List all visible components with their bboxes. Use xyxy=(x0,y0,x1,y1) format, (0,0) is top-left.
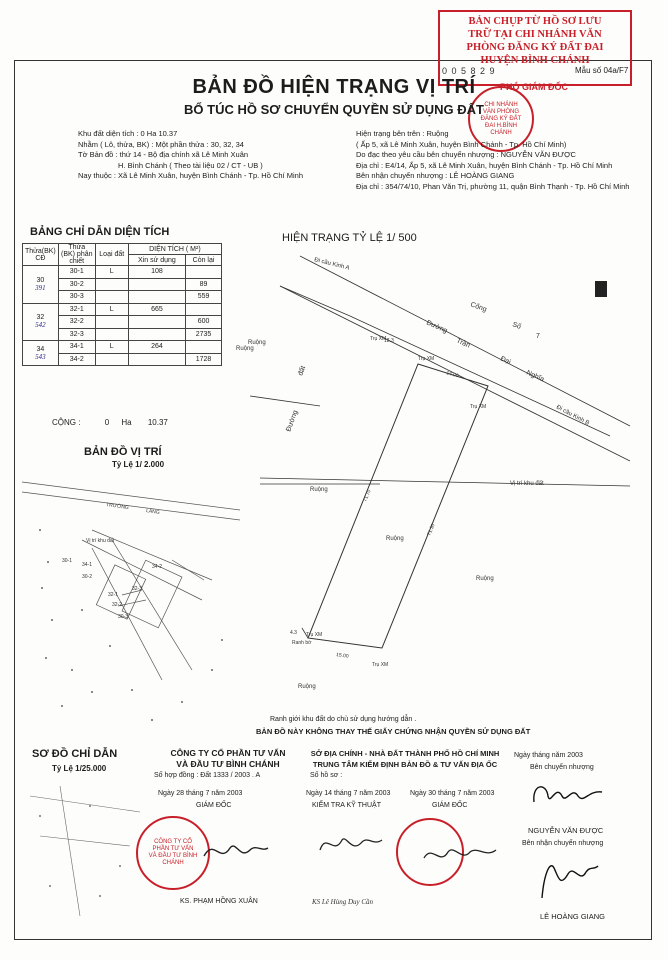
parties-date: Ngày tháng năm 2003 xyxy=(514,752,583,759)
location-map-title: BẢN ĐỒ VỊ TRÍ xyxy=(84,446,162,458)
total-value: 10.37 xyxy=(147,418,168,427)
stamp-line-2: TRỮ TẠI CHI NHÁNH VĂN xyxy=(468,29,602,40)
header-remaining: Còn lại xyxy=(186,255,222,266)
header-land-type: Loại đất xyxy=(95,244,128,266)
table-cell: 32-3 xyxy=(58,328,95,341)
stamp-line-4: HUYỆN BÌNH CHÁNH xyxy=(480,55,590,66)
header-area: DIỆN TÍCH ( M²) xyxy=(128,244,221,255)
table-cell: 30-2 xyxy=(58,278,95,291)
label-tru-xm-2: Trụ XM xyxy=(418,356,435,362)
label-ruong-5: Ruộng xyxy=(476,576,494,582)
table-cell: 2735 xyxy=(186,328,222,341)
label-duong-2: Đường xyxy=(285,409,300,433)
label-ruong-2: Ruộng xyxy=(248,340,266,346)
transferor-address-line: Địa chỉ : E4/14, Ấp 5, xã Lê Minh Xuân, huyện Bình Chánh - Tp. Hồ Chí Minh xyxy=(356,160,613,170)
land-area-line: Khu đất diện tích : 0 Ha 10.37 xyxy=(78,129,178,138)
label-ruong-6: Ruộng xyxy=(298,684,316,690)
stamp-signer: PHÓ GIÁM ĐỐC xyxy=(500,82,569,92)
label-dai: Đại xyxy=(499,355,512,367)
table-cell: 32-2 xyxy=(58,316,95,329)
label-duong: Đường xyxy=(425,319,449,335)
land-belongs-line: Nay thuộc : Xã Lê Minh Xuân, huyện Bình Chánh - Tp. Hồ Chí Minh xyxy=(78,171,303,180)
stamp-serial: 0 0 5 8 2 9 xyxy=(442,66,496,76)
company-signature-icon xyxy=(200,836,270,866)
mini-lot: 30-1 xyxy=(62,558,73,564)
table-cell xyxy=(95,278,128,291)
stamp-line-1: BẢN CHỤP TỪ HỒ SƠ LƯU xyxy=(468,16,602,27)
department-name xyxy=(300,748,510,770)
department-signature-icon xyxy=(420,840,500,870)
page-title: BẢN ĐỒ HIỆN TRẠNG VỊ TRÍ xyxy=(192,76,476,98)
label-tru-xm-3: Trụ XM xyxy=(470,404,487,410)
current-status-line: Hiện trạng bên trên : Ruộng xyxy=(356,129,449,138)
land-parcel-line: Nhằm ( Lô, thửa, BK) : Một phần thửa : 30, 32, 34 xyxy=(78,139,244,149)
transferor-signature-icon xyxy=(528,776,608,812)
table-cell xyxy=(95,353,128,366)
table-cell: 34-1 xyxy=(58,341,95,354)
land-map-line: Tờ Bản đồ : thứ 14 - Bộ địa chính xã Lê Minh Xuân xyxy=(78,150,249,159)
mini-lot: 30-3 xyxy=(118,614,129,620)
table-cell xyxy=(95,291,128,304)
table-cell: 34-2 xyxy=(58,353,95,366)
company-date: Ngày 28 tháng 7 năm 2003 xyxy=(158,790,243,797)
label-tru-xm-1: Trụ XM xyxy=(370,336,387,342)
stamp-line-3: PHÒNG ĐĂNG KÝ ĐẤT ĐAI xyxy=(466,42,604,53)
tech-signature-icon xyxy=(316,826,386,866)
map-legend-2: BẢN ĐỒ NÀY KHÔNG THAY THẾ GIẤY CHỨNG NHẬN QUYỀN SỬ DỤNG ĐẤT xyxy=(256,727,531,736)
table-cell xyxy=(128,353,185,366)
label-tru-xm-5: Trụ XM xyxy=(372,662,389,668)
header-requested: Xin sử dụng xyxy=(128,255,185,266)
label-seven: 7 xyxy=(536,333,540,340)
total-ha-unit: Ha xyxy=(121,418,132,427)
guide-map-scale: Tỷ Lệ 1/25.000 xyxy=(52,764,107,773)
table-cell xyxy=(186,266,222,279)
location-mini-map xyxy=(22,470,240,740)
table-cell: 89 xyxy=(186,278,222,291)
label-ranh-bo: Ranh bờ xyxy=(292,640,312,646)
table-cell xyxy=(95,316,128,329)
current-location-line: ( Ấp 5, xã Lê Minh Xuân, huyện Bình Chánh - Tp. Hồ Chí Minh) xyxy=(356,139,567,149)
total-ha: 0 xyxy=(104,418,110,427)
header-split-lot: Thửa (BK) phân chiết xyxy=(58,244,95,266)
table-cell: 108 xyxy=(128,266,185,279)
dimension-71-30: 71.30 xyxy=(426,522,437,537)
mini-lot: 32-2 xyxy=(112,602,123,608)
label-nghia: Nghĩa xyxy=(525,369,546,384)
mini-map-truong: TRƯỜNG xyxy=(105,502,130,512)
road-label-a: Đi cầu Kinh A xyxy=(313,257,350,272)
table-cell: 264 xyxy=(128,341,185,354)
table-cell: 32-1 xyxy=(58,303,95,316)
table-cell xyxy=(186,303,222,316)
road-label-b: Đi cầu Kinh B xyxy=(555,404,590,427)
current-status-map xyxy=(236,246,640,716)
land-info xyxy=(78,129,303,182)
round-seal-text: CHI NHÁNH VĂN PHÒNG ĐĂNG KÝ ĐẤT ĐAI H.BÌNH CHÁNH xyxy=(480,101,522,136)
company-director-name: KS. PHẠM HỒNG XUÂN xyxy=(180,898,258,905)
table-cell xyxy=(128,278,185,291)
label-ruong-3: Ruộng xyxy=(310,487,328,493)
table-cell: 600 xyxy=(186,316,222,329)
land-district-line: H. Bình Chánh ( Theo tài liệu 02 / CT - UB ) xyxy=(118,160,263,170)
tech-check-title: KIỂM TRA KỸ THUẬT xyxy=(312,802,381,809)
transferee-signature-icon xyxy=(534,854,604,904)
label-site: Vị trí khu đất xyxy=(510,481,544,487)
mini-lot: 34-1 xyxy=(82,562,93,568)
company-name-line-2: VÀ ĐẦU TƯ BÌNH CHÁNH xyxy=(176,759,280,769)
company-name xyxy=(148,748,308,770)
label-cong: Cống xyxy=(469,301,488,314)
department-date-2: Ngày 30 tháng 7 năm 2003 xyxy=(410,790,495,797)
table-cell: L xyxy=(95,341,128,354)
transferee-line: Bên nhận chuyển nhượng : LÊ HOÀNG GIANG xyxy=(356,171,515,180)
table-cell: 665 xyxy=(128,303,185,316)
dimension-15-00: 15.00 xyxy=(335,652,349,660)
black-marker-icon xyxy=(595,281,607,297)
table-cell xyxy=(128,328,185,341)
department-director-title: GIÁM ĐỐC xyxy=(432,802,468,809)
table-cell: 1728 xyxy=(186,353,222,366)
table-cell: 30-3 xyxy=(58,291,95,304)
label-ruong-1: Ruộng xyxy=(236,346,254,352)
transferee-name: LÊ HOÀNG GIANG xyxy=(540,912,606,921)
table-cell: 32 542 xyxy=(23,303,59,341)
table-row xyxy=(23,341,222,354)
transferor-line: Do đạc theo yêu cầu bên chuyển nhượng : NGUYỄN VĂN ĐƯỢC xyxy=(356,150,576,159)
company-seal-text: CÔNG TY CỔ PHẦN TƯ VẤN VÀ ĐẦU TƯ BÌNH CHÁNH xyxy=(148,839,198,866)
label-so: Số xyxy=(511,321,522,331)
contract-number: Số hợp đồng : Đất 1333 / 2003 . A xyxy=(154,772,261,779)
dimension-71-70: 71.70 xyxy=(362,488,373,503)
parties-info xyxy=(356,129,629,192)
area-table-title: BẢNG CHỈ DẪN DIỆN TÍCH xyxy=(30,226,170,238)
mini-lot: 34-2 xyxy=(152,564,163,570)
table-cell: 559 xyxy=(186,291,222,304)
guide-mini-map xyxy=(20,776,148,926)
tech-signer-name: KS Lê Hùng Duy Cần xyxy=(312,898,374,906)
label-tru-xm-4: Trụ XM xyxy=(306,632,323,638)
table-cell: L xyxy=(95,266,128,279)
mini-map-site: Vị trí khu đất xyxy=(86,538,115,544)
department-date-1: Ngày 14 tháng 7 năm 2003 xyxy=(306,790,391,797)
transferee-label: Bên nhận chuyển nhượng xyxy=(522,840,604,847)
guide-map-title: SƠ ĐỒ CHỈ DẪN xyxy=(32,748,118,760)
table-cell: 34 543 xyxy=(23,341,59,366)
total-label: CỘNG : xyxy=(52,418,81,427)
table-cell: 30 391 xyxy=(23,266,59,304)
dimension-14-00: 14.00 xyxy=(445,370,460,380)
table-cell xyxy=(186,341,222,354)
company-director-title: GIÁM ĐỐC xyxy=(196,802,232,809)
transferor-name: NGUYỄN VĂN ĐƯỢC xyxy=(528,826,604,835)
table-cell: 30-1 xyxy=(58,266,95,279)
label-ruong-4: Ruộng xyxy=(386,536,404,542)
table-cell xyxy=(95,328,128,341)
mini-map-lang: LÀNG xyxy=(145,508,161,516)
mini-lot: 32-3 xyxy=(132,586,143,592)
table-cell xyxy=(128,291,185,304)
department-name-line-1: SỞ ĐỊA CHÍNH - NHÀ ĐẤT THÀNH PHỐ HỒ CHÍ MINH xyxy=(310,749,500,758)
label-dat: đất xyxy=(297,365,308,377)
current-map-title: HIỆN TRẠNG TỶ LỆ 1/ 500 xyxy=(282,232,417,244)
form-number: Mẫu số 04a/F7 xyxy=(575,66,629,75)
dimension-18-3: 18.3 xyxy=(384,338,394,344)
area-table xyxy=(22,243,222,366)
department-name-line-2: TRUNG TÂM KIỂM ĐỊNH BẢN ĐỒ & TƯ VẤN ĐỊA ỐC xyxy=(312,760,498,769)
location-map-scale: Tỷ Lệ 1/ 2.000 xyxy=(112,460,165,469)
transferor-label: Bên chuyển nhượng xyxy=(530,764,594,771)
page-subtitle: BỔ TÚC HỒ SƠ CHUYỂN QUYỀN SỬ DỤNG ĐẤT xyxy=(184,102,484,117)
header-original-lot: Thửa(BK) CĐ xyxy=(23,244,59,266)
mini-lot: 30-2 xyxy=(82,574,93,580)
table-cell xyxy=(128,316,185,329)
company-seal-icon xyxy=(136,816,210,890)
file-number: Số hồ sơ : xyxy=(310,772,343,779)
map-legend-1: Ranh giới khu đất do chủ sử dụng hướng dẫn . xyxy=(270,716,417,723)
company-name-line-1: CÔNG TY CỔ PHẦN TƯ VẤN xyxy=(170,748,286,758)
table-row xyxy=(23,303,222,316)
dimension-4-3: 4.3 xyxy=(290,630,297,636)
mini-lot: 32-1 xyxy=(108,592,119,598)
table-row xyxy=(23,266,222,279)
area-total xyxy=(52,418,168,427)
transferee-address-line: Địa chỉ : 354/74/10, Phan Văn Trị, phường 11, quận Bình Thạnh - Tp. Hồ Chí Minh xyxy=(356,181,630,191)
label-tran: Trần xyxy=(455,337,471,350)
table-cell: L xyxy=(95,303,128,316)
